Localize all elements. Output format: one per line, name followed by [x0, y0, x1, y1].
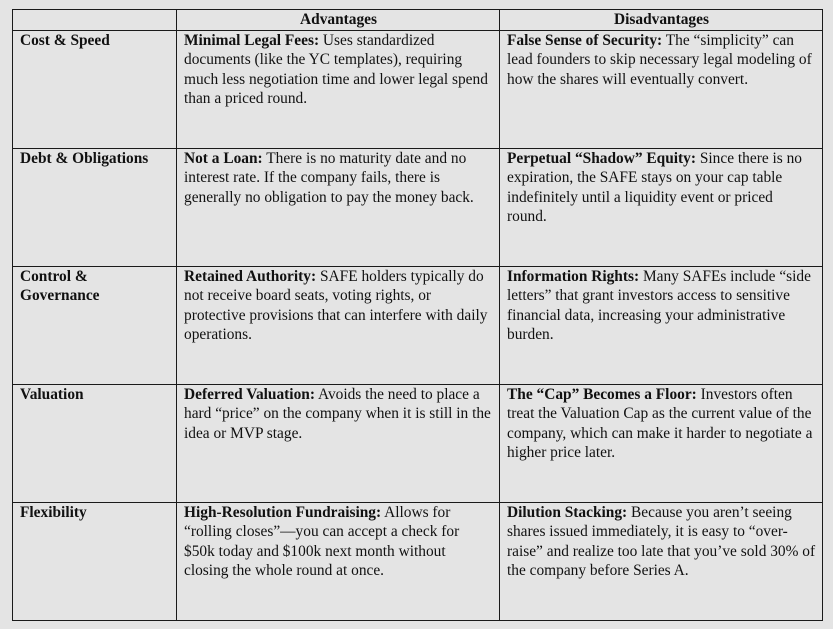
- advantage-text: There is no maturity date and no interest rate. If the company fails, there is generally no obligation to pay the money back.: [184, 149, 474, 206]
- category-cell: Flexibility: [13, 502, 177, 620]
- advantage-title: High-Resolution Fundraising:: [184, 503, 382, 521]
- disadvantage-title: Perpetual “Shadow” Equity:: [507, 149, 696, 167]
- advantage-title: Not a Loan:: [184, 149, 263, 167]
- disadvantage-cell: [500, 148, 823, 266]
- comparison-table-container: [12, 9, 823, 621]
- table-row-cost-speed: [13, 30, 823, 148]
- advantage-cell: [177, 384, 500, 502]
- disadvantage-text: The “simplicity” can lead founders to skip necessary legal modeling of how the shares will eventually convert.: [507, 31, 812, 88]
- disadvantage-text: Since there is no expiration, the SAFE stays on your cap table indefinitely until a liquidity event or priced round.: [507, 149, 802, 225]
- category-cell: Cost & Speed: [13, 30, 177, 148]
- disadvantage-cell: [500, 30, 823, 148]
- advantage-title: Minimal Legal Fees:: [184, 31, 320, 49]
- disadvantage-cell: [500, 502, 823, 620]
- advantage-text: SAFE holders typically do not receive board seats, voting rights, or protective provisions that can interfere with daily operations.: [184, 267, 488, 343]
- category-cell: Control & Governance: [13, 266, 177, 384]
- advantage-cell: [177, 148, 500, 266]
- header-advantages: Advantages: [177, 10, 500, 31]
- disadvantage-title: Information Rights:: [507, 267, 640, 285]
- disadvantage-title: Dilution Stacking:: [507, 503, 628, 521]
- header-blank-cell: [13, 10, 177, 31]
- table-row-flexibility: [13, 502, 823, 620]
- advantage-cell: [177, 266, 500, 384]
- advantage-cell: [177, 502, 500, 620]
- advantage-cell: [177, 30, 500, 148]
- disadvantage-text: Many SAFEs include “side letters” that grant investors access to sensitive financial data, increasing your administrative burden.: [507, 267, 811, 343]
- safe-comparison-table: [12, 9, 823, 621]
- table-row-valuation: [13, 384, 823, 502]
- advantage-text: Allows for “rolling closes”—you can accept a check for $50k today and $100k next month without closing the whole round at once.: [184, 503, 460, 579]
- header-disadvantages: Disadvantages: [500, 10, 823, 31]
- disadvantage-cell: [500, 266, 823, 384]
- advantage-text: Uses standardized documents (like the YC templates), requiring much less negotiation time and lower legal spend than a priced round.: [184, 31, 488, 107]
- table-row-control-governance: [13, 266, 823, 384]
- disadvantage-text: Because you aren’t seeing shares issued immediately, it is easy to “over-raise” and realize too late that you’ve sold 30% of the company before Series A.: [507, 503, 816, 579]
- advantage-title: Retained Authority:: [184, 267, 317, 285]
- category-cell: Valuation: [13, 384, 177, 502]
- header-row: [13, 10, 823, 31]
- table-row-debt-obligations: [13, 148, 823, 266]
- disadvantage-title: The “Cap” Becomes a Floor:: [507, 385, 697, 403]
- advantage-text: Avoids the need to place a hard “price” on the company when it is still in the idea or MVP stage.: [184, 385, 491, 442]
- category-cell: Debt & Obligations: [13, 148, 177, 266]
- disadvantage-title: False Sense of Security:: [507, 31, 663, 49]
- advantage-title: Deferred Valuation:: [184, 385, 315, 403]
- disadvantage-cell: [500, 384, 823, 502]
- disadvantage-text: Investors often treat the Valuation Cap as the current value of the company, which can make it harder to negotiate a higher price later.: [507, 385, 813, 461]
